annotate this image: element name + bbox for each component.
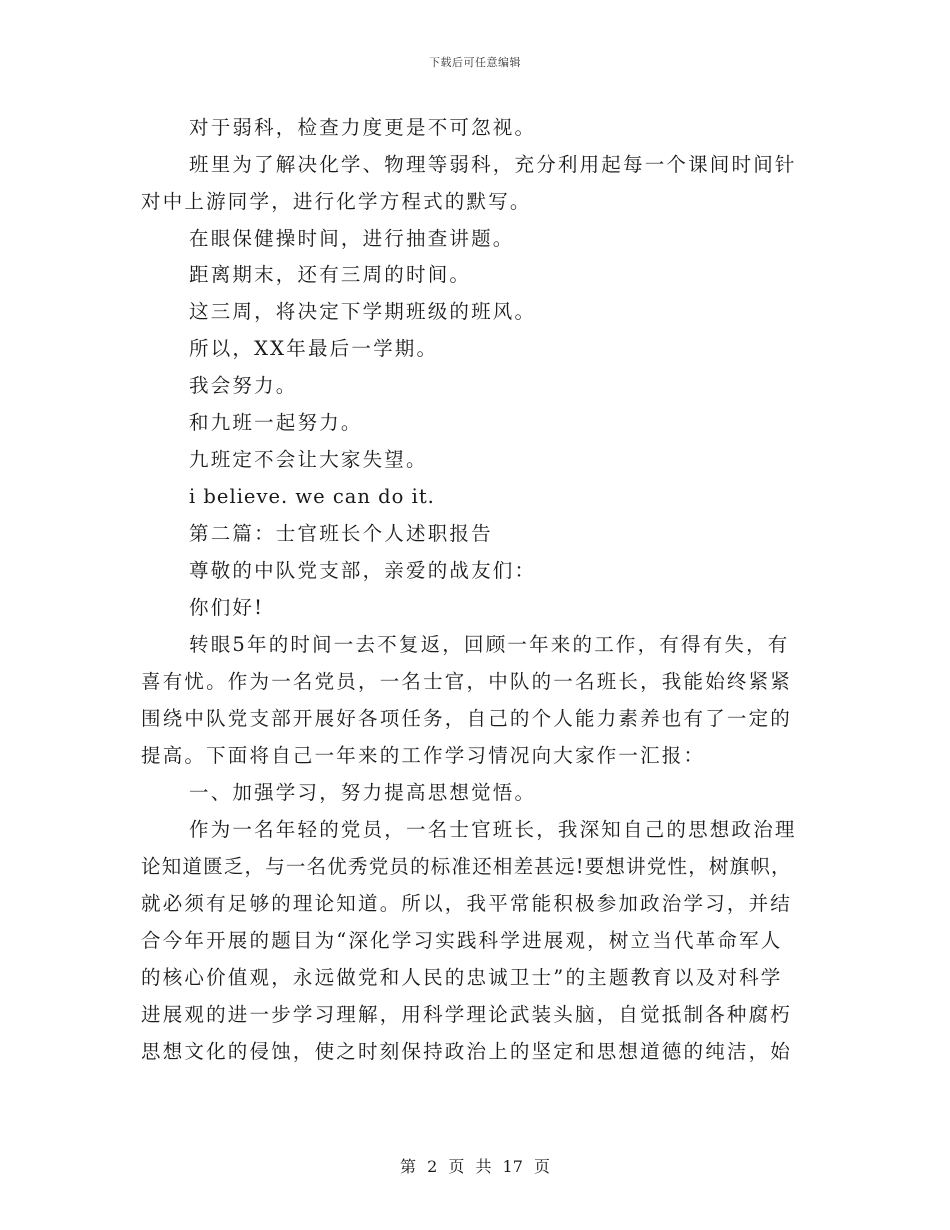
text-line: 作为一名年轻的党员，一名士官班长，我深知自己的思想政治理 xyxy=(189,818,797,841)
text-line: 这三周，将决定下学期班级的班风。 xyxy=(189,300,537,323)
text-line: 提高。下面将自己一年来的工作学习情况向大家作一汇报： xyxy=(141,744,706,767)
section-heading: 第二篇：士官班长个人述职报告 xyxy=(189,522,493,545)
text-line: 围绕中队党支部开展好各项任务，自己的个人能力素养也有了一定的 xyxy=(141,707,793,730)
text-line: 合今年开展的题目为“深化学习实践科学进展观，树立当代革命军人 xyxy=(141,929,783,952)
text-line: 论知道匮乏，与一名优秀党员的标准还相差甚远!要想讲党性，树旗帜， xyxy=(141,855,792,878)
text-line: 尊敬的中队党支部，亲爱的战友们： xyxy=(189,559,537,582)
text-line: 和九班一起努力。 xyxy=(189,411,363,434)
text-line: 我会努力。 xyxy=(189,374,298,397)
text-line: 对中上游同学，进行化学方程式的默写。 xyxy=(141,190,532,213)
text-line: 所以，XX年最后一学期。 xyxy=(189,337,439,360)
text-line: 对于弱科，检查力度更是不可忽视。 xyxy=(189,116,537,139)
text-line: 就必须有足够的理论知道。所以，我平常能积极参加政治学习，并结 xyxy=(141,892,793,915)
text-line: 班里为了解决化学、物理等弱科，充分利用起每一个课间时间针 xyxy=(189,153,797,176)
text-line: 在眼保健操时间，进行抽查讲题。 xyxy=(189,227,515,250)
text-line: 思想文化的侵蚀，使之时刻保持政治上的坚定和思想道德的纯洁，始 xyxy=(141,1040,793,1063)
text-line: i believe. we can do it. xyxy=(189,485,435,508)
text-line: 喜有忧。作为一名党员，一名士官，中队的一名班长，我能始终紧紧 xyxy=(141,670,793,693)
text-line: 转眼5年的时间一去不复返，回顾一年来的工作，有得有失，有 xyxy=(189,633,790,656)
text-line: 九班定不会让大家失望。 xyxy=(189,448,428,471)
text-line: 的核心价值观，永远做党和人民的忠诚卫士”的主题教育以及对科学 xyxy=(141,966,783,989)
page-footer: 第 2 页 共 17 页 xyxy=(400,1157,550,1176)
subsection-heading: 一、加强学习，努力提高思想觉悟。 xyxy=(189,781,537,804)
page-header: 下载后可任意编辑 xyxy=(429,56,521,69)
text-line: 进展观的进一步学习理解，用科学理论武装头脑，自觉抵制各种腐朽 xyxy=(141,1003,793,1026)
text-line: 你们好! xyxy=(189,596,265,619)
text-line: 距离期末，还有三周的时间。 xyxy=(189,263,472,286)
